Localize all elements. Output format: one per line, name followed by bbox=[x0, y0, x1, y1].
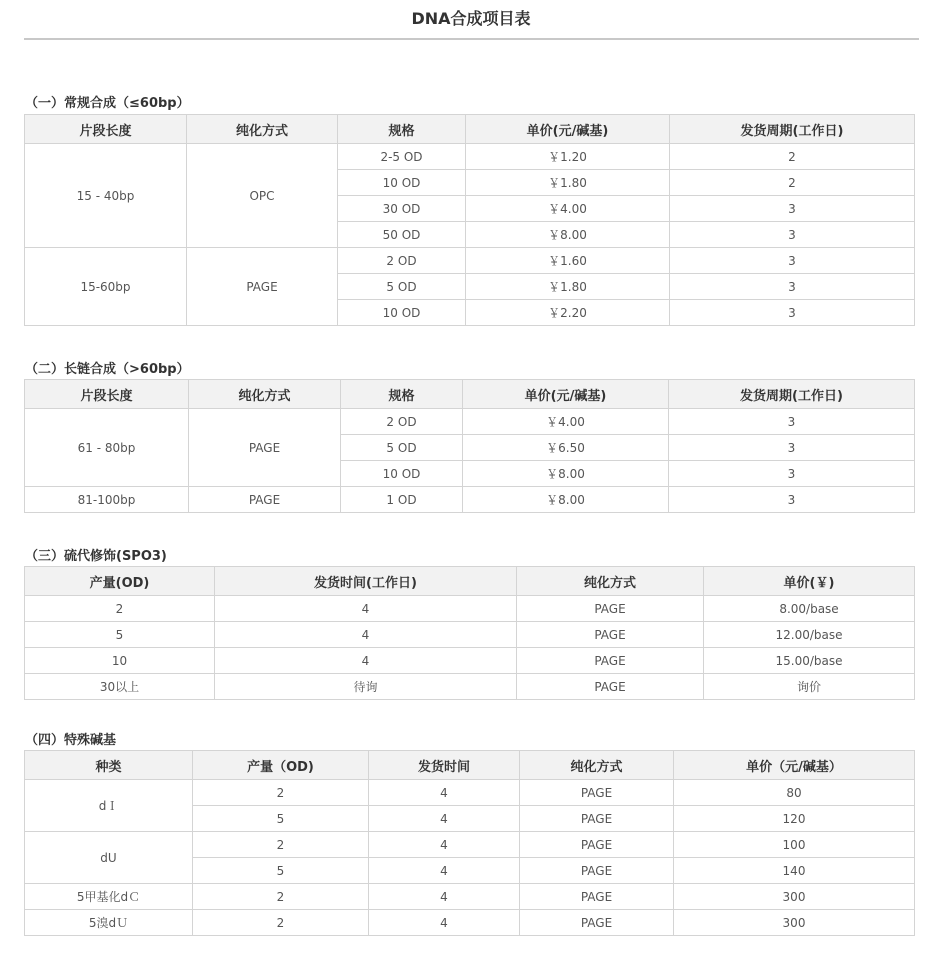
price-cell: ￥6.50 bbox=[463, 435, 669, 461]
phosphorothioate-table bbox=[24, 566, 915, 700]
header-price: 单价（元/碱基） bbox=[674, 751, 915, 780]
price-cell: 100 bbox=[674, 832, 915, 858]
cycle-cell: 3 bbox=[670, 300, 915, 326]
section-title-phosphorothioate: （三）硫代修饰(SPO3) bbox=[25, 549, 167, 564]
yield-cell: 2 bbox=[193, 780, 369, 806]
table-row bbox=[25, 648, 915, 674]
length-cell: 15-60bp bbox=[25, 248, 187, 326]
long-chain-synthesis-table bbox=[24, 379, 915, 513]
kind-cell: 5溴dＵ bbox=[25, 910, 193, 936]
header-price: 单价(元/碱基) bbox=[466, 115, 670, 144]
page-title: DNA合成项目表 bbox=[411, 9, 531, 28]
header-kind: 种类 bbox=[25, 751, 193, 780]
price-cell: ￥8.00 bbox=[466, 222, 670, 248]
price-cell: 80 bbox=[674, 780, 915, 806]
purification-cell: PAGE bbox=[520, 910, 674, 936]
price-cell: 300 bbox=[674, 910, 915, 936]
special-bases-table bbox=[24, 750, 915, 936]
spec-cell: 5 OD bbox=[341, 435, 463, 461]
price-cell: ￥1.20 bbox=[466, 144, 670, 170]
spec-cell: 2 OD bbox=[338, 248, 466, 274]
yield-cell: 2 bbox=[193, 832, 369, 858]
header-length: 片段长度 bbox=[25, 380, 189, 409]
spec-cell: 2 OD bbox=[341, 409, 463, 435]
length-cell: 15 - 40bp bbox=[25, 144, 187, 248]
price-cell: ￥8.00 bbox=[463, 487, 669, 513]
header-price: 单价(￥) bbox=[704, 567, 915, 596]
header-purification: 纯化方式 bbox=[187, 115, 338, 144]
cycle-cell: 2 bbox=[670, 170, 915, 196]
length-cell: 81-100bp bbox=[25, 487, 189, 513]
regular-synthesis-table bbox=[24, 114, 915, 326]
spec-cell: 10 OD bbox=[338, 300, 466, 326]
purification-cell: PAGE bbox=[520, 858, 674, 884]
spec-cell: 10 OD bbox=[338, 170, 466, 196]
header-spec: 规格 bbox=[341, 380, 463, 409]
header-delivery: 发货时间 bbox=[369, 751, 520, 780]
cycle-cell: 3 bbox=[670, 274, 915, 300]
table-header-row bbox=[25, 115, 915, 144]
cycle-cell: 3 bbox=[669, 461, 915, 487]
cycle-cell: 3 bbox=[670, 248, 915, 274]
section-title-regular-synthesis: （一）常规合成（≤60bp） bbox=[25, 96, 190, 111]
cycle-cell: 2 bbox=[670, 144, 915, 170]
table-row bbox=[25, 780, 915, 806]
price-cell: ￥1.60 bbox=[466, 248, 670, 274]
spec-cell: 5 OD bbox=[338, 274, 466, 300]
table-row bbox=[25, 674, 915, 700]
table-row bbox=[25, 596, 915, 622]
yield-cell: 2 bbox=[193, 884, 369, 910]
price-cell: 140 bbox=[674, 858, 915, 884]
price-cell: ￥4.00 bbox=[463, 409, 669, 435]
section-title-long-chain-synthesis: （二）长链合成（>60bp） bbox=[25, 362, 190, 377]
purification-cell: PAGE bbox=[187, 248, 338, 326]
delivery-cell: 4 bbox=[369, 832, 520, 858]
price-cell: 8.00/base bbox=[704, 596, 915, 622]
spec-cell: 1 OD bbox=[341, 487, 463, 513]
header-length: 片段长度 bbox=[25, 115, 187, 144]
spec-cell: 2-5 OD bbox=[338, 144, 466, 170]
table-row bbox=[25, 487, 915, 513]
spec-cell: 50 OD bbox=[338, 222, 466, 248]
header-yield: 产量（OD) bbox=[193, 751, 369, 780]
yield-cell: 5 bbox=[193, 806, 369, 832]
cycle-cell: 3 bbox=[670, 196, 915, 222]
kind-cell: dU bbox=[25, 832, 193, 884]
purification-cell: PAGE bbox=[189, 487, 341, 513]
delivery-cell: 4 bbox=[215, 622, 517, 648]
purification-cell: PAGE bbox=[189, 409, 341, 487]
spec-cell: 30 OD bbox=[338, 196, 466, 222]
price-cell: ￥1.80 bbox=[466, 274, 670, 300]
yield-cell: 5 bbox=[25, 622, 215, 648]
price-cell: ￥8.00 bbox=[463, 461, 669, 487]
price-cell: ￥2.20 bbox=[466, 300, 670, 326]
header-delivery: 发货时间(工作日) bbox=[215, 567, 517, 596]
header-cycle: 发货周期(工作日) bbox=[670, 115, 915, 144]
yield-cell: 5 bbox=[193, 858, 369, 884]
purification-cell: PAGE bbox=[517, 596, 704, 622]
table-row bbox=[25, 884, 915, 910]
yield-cell: 2 bbox=[193, 910, 369, 936]
table-row bbox=[25, 622, 915, 648]
kind-cell: 5甲基化dＣ bbox=[25, 884, 193, 910]
header-spec: 规格 bbox=[338, 115, 466, 144]
cycle-cell: 3 bbox=[669, 487, 915, 513]
price-cell: 15.00/base bbox=[704, 648, 915, 674]
spec-cell: 10 OD bbox=[341, 461, 463, 487]
table-row bbox=[25, 248, 915, 274]
price-cell: ￥4.00 bbox=[466, 196, 670, 222]
delivery-cell: 4 bbox=[369, 884, 520, 910]
delivery-cell: 4 bbox=[369, 806, 520, 832]
table-header-row bbox=[25, 751, 915, 780]
purification-cell: PAGE bbox=[520, 806, 674, 832]
title-divider bbox=[24, 38, 919, 40]
purification-cell: OPC bbox=[187, 144, 338, 248]
price-cell: 300 bbox=[674, 884, 915, 910]
purification-cell: PAGE bbox=[517, 674, 704, 700]
header-price: 单价(元/碱基) bbox=[463, 380, 669, 409]
table-row bbox=[25, 409, 915, 435]
yield-cell: 10 bbox=[25, 648, 215, 674]
table-row bbox=[25, 910, 915, 936]
header-purification: 纯化方式 bbox=[520, 751, 674, 780]
table-header-row bbox=[25, 567, 915, 596]
header-purification: 纯化方式 bbox=[517, 567, 704, 596]
cycle-cell: 3 bbox=[669, 435, 915, 461]
delivery-cell: 4 bbox=[369, 858, 520, 884]
length-cell: 61 - 80bp bbox=[25, 409, 189, 487]
delivery-cell: 4 bbox=[369, 910, 520, 936]
kind-cell: dＩ bbox=[25, 780, 193, 832]
price-cell: 12.00/base bbox=[704, 622, 915, 648]
cycle-cell: 3 bbox=[670, 222, 915, 248]
delivery-cell: 4 bbox=[215, 648, 517, 674]
delivery-cell: 4 bbox=[215, 596, 517, 622]
yield-cell: 2 bbox=[25, 596, 215, 622]
purification-cell: PAGE bbox=[520, 780, 674, 806]
price-cell: ￥1.80 bbox=[466, 170, 670, 196]
purification-cell: PAGE bbox=[520, 832, 674, 858]
header-cycle: 发货周期(工作日) bbox=[669, 380, 915, 409]
price-cell: 120 bbox=[674, 806, 915, 832]
purification-cell: PAGE bbox=[517, 622, 704, 648]
section-title-special-bases: （四）特殊碱基 bbox=[25, 733, 117, 748]
yield-cell: 30以上 bbox=[25, 674, 215, 700]
purification-cell: PAGE bbox=[517, 648, 704, 674]
header-purification: 纯化方式 bbox=[189, 380, 341, 409]
delivery-cell: 4 bbox=[369, 780, 520, 806]
price-cell: 询价 bbox=[704, 674, 915, 700]
purification-cell: PAGE bbox=[520, 884, 674, 910]
header-yield: 产量(OD) bbox=[25, 567, 215, 596]
delivery-cell: 待询 bbox=[215, 674, 517, 700]
table-header-row bbox=[25, 380, 915, 409]
table-row bbox=[25, 832, 915, 858]
table-row bbox=[25, 144, 915, 170]
cycle-cell: 3 bbox=[669, 409, 915, 435]
